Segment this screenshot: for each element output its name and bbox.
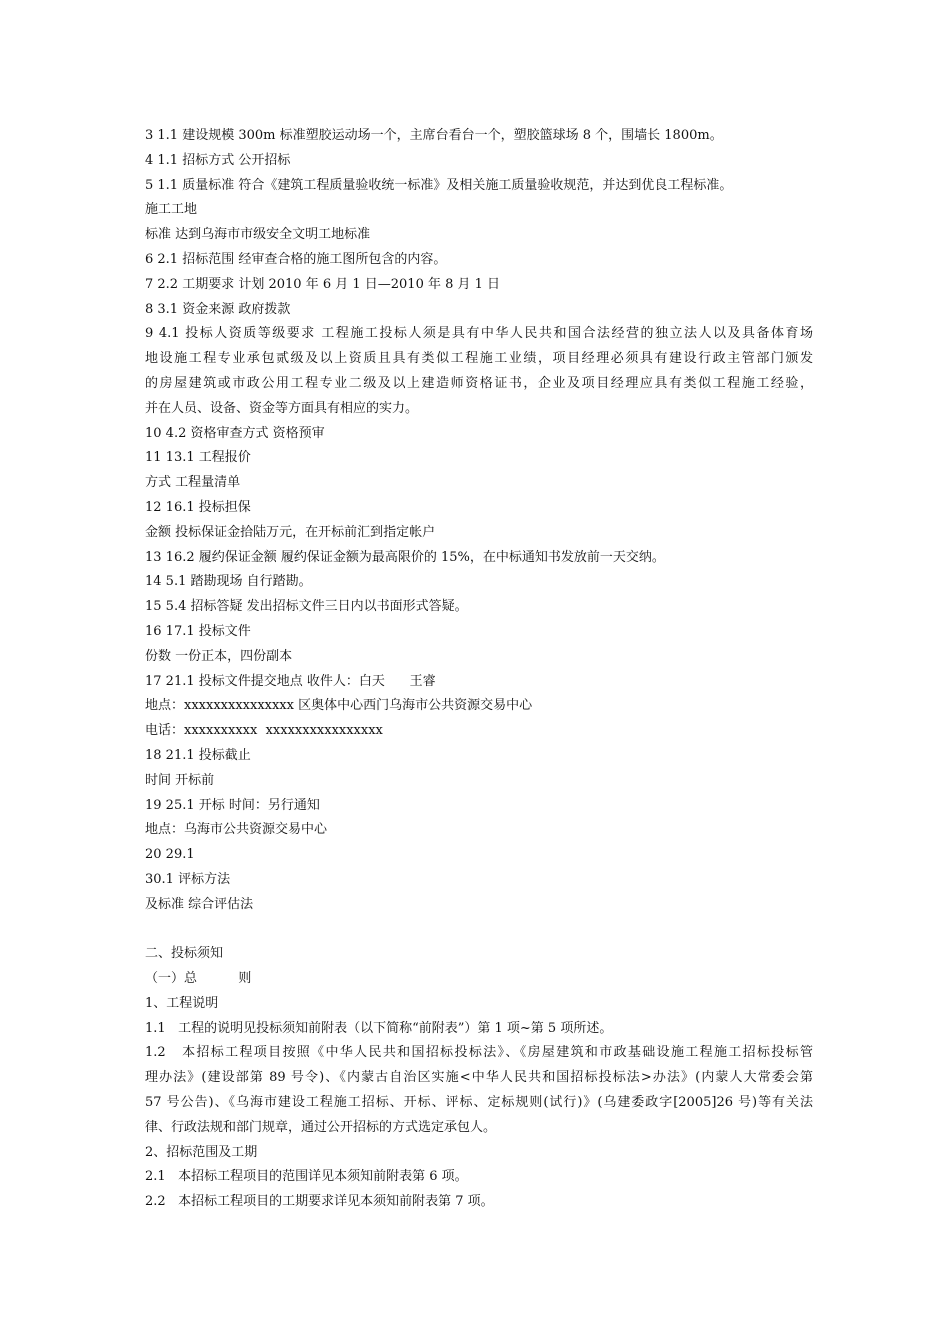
paragraph-9-line: 地设施工程专业承包贰级及以上资质且具有类似工程施工业绩，项目经理必须具有建设行政主管部门颁发 <box>145 351 813 367</box>
item-1-2-paragraph <box>145 1041 813 1140</box>
text-line-17b: 地点：xxxxxxxxxxxxxxx 区奥体中心西门乌海市公共资源交易中心 <box>145 698 533 714</box>
text-line-5c: 标准 达到乌海市市级安全文明工地标准 <box>145 227 371 243</box>
text-line-16: 16 17.1 投标文件 <box>145 623 251 639</box>
paragraph-9-line: 的房屋建筑或市政公用工程专业二级及以上建造师资格证书，企业及项目经理应具有类似工程施工经验， <box>145 375 813 391</box>
text-line-4: 4 1.1 招标方式 公开招标 <box>145 152 291 168</box>
text-line-20b: 30.1 评标方法 <box>145 871 231 887</box>
text-line-13: 13 16.2 履约保证金额 履约保证金额为最高限价的 15%，在中标通知书发放前一天交纳。 <box>145 549 665 565</box>
text-line-5b: 施工工地 <box>145 202 198 218</box>
paragraph-9-line: 9 4.1 投标人资质等级要求 工程施工投标人须是具有中华人民共和国合法经营的独立法人以及具备体育场 <box>145 326 813 342</box>
text-line-20: 20 29.1 <box>145 847 195 863</box>
text-line-8: 8 3.1 资金来源 政府拨款 <box>145 301 291 317</box>
text-line-18b: 时间 开标前 <box>145 772 215 788</box>
item-1-2-line: 1.2 本招标工程项目按照《中华人民共和国招标投标法》、《房屋建筑和市政基础设施工程施工招标投标管 <box>145 1045 813 1061</box>
section-heading: 二、投标须知 <box>145 946 224 962</box>
item-1-2-line: 57 号公告)、《乌海市建设工程施工招标、开标、评标、定标规则(试行)》(乌建委政字[2005]26 号)等有关法 <box>145 1095 813 1111</box>
text-line-6: 6 2.1 招标范围 经审查合格的施工图所包含的内容。 <box>145 251 447 267</box>
item-1-2-line: 律、行政法规和部门规章，通过公开招标的方式选定承包人。 <box>145 1119 497 1135</box>
text-line-3: 3 1.1 建设规模 300m 标准塑胶运动场一个，主席台看台一个，塑胶篮球场 8 个，围墙长 1800m。 <box>145 128 723 143</box>
item-2-1: 2.1 本招标工程项目的范围详见本须知前附表第 6 项。 <box>145 1169 468 1185</box>
text-line-7: 7 2.2 工期要求 计划 2010 年 6 月 1 日—2010 年 8 月 1 日 <box>145 276 501 292</box>
item-1-1: 1.1 工程的说明见投标须知前附表（以下简称“前附表”）第 1 项~第 5 项所述。 <box>145 1020 613 1036</box>
section-subheading: （一）总 则 <box>145 971 252 987</box>
item-1-2-line: 理办法》(建设部第 89 号令)、《内蒙古自治区实施<中华人民共和国招标投标法>办法》(内蒙人大常委会第 <box>145 1070 813 1086</box>
text-line-20c: 及标准 综合评估法 <box>145 896 254 912</box>
text-line-11: 11 13.1 工程报价 <box>145 450 251 466</box>
text-line-19: 19 25.1 开标 时间：另行通知 <box>145 797 320 813</box>
text-line-11b: 方式 工程量清单 <box>145 475 241 491</box>
text-line-17: 17 21.1 投标文件提交地点 收件人：白天 王睿 <box>145 673 436 689</box>
text-line-17c: 电话：xxxxxxxxxx xxxxxxxxxxxxxxxx <box>145 723 383 739</box>
item-1-heading: 1、工程说明 <box>145 995 219 1011</box>
item-2-heading: 2、招标范围及工期 <box>145 1144 258 1160</box>
item-2-2: 2.2 本招标工程项目的工期要求详见本须知前附表第 7 项。 <box>145 1194 494 1210</box>
text-line-5: 5 1.1 质量标准 符合《建筑工程质量验收统一标准》及相关施工质量验收规范，并达到优良工程标准。 <box>145 177 733 193</box>
blank-line <box>145 918 813 943</box>
text-line-19b: 地点：乌海市公共资源交易中心 <box>145 822 328 838</box>
text-line-16b: 份数 一份正本，四份副本 <box>145 648 293 664</box>
text-line-18: 18 21.1 投标截止 <box>145 747 251 763</box>
text-line-12b: 金额 投标保证金拾陆万元，在开标前汇到指定帐户 <box>145 524 436 540</box>
text-line-10: 10 4.2 资格审查方式 资格预审 <box>145 425 325 441</box>
document-page <box>145 124 813 1215</box>
paragraph-9 <box>145 322 813 421</box>
text-line-15: 15 5.4 招标答疑 发出招标文件三日内以书面形式答疑。 <box>145 599 468 615</box>
text-line-12: 12 16.1 投标担保 <box>145 499 251 515</box>
text-line-14: 14 5.1 踏勘现场 自行踏勘。 <box>145 574 312 590</box>
paragraph-9-line: 并在人员、设备、资金等方面具有相应的实力。 <box>145 400 419 416</box>
